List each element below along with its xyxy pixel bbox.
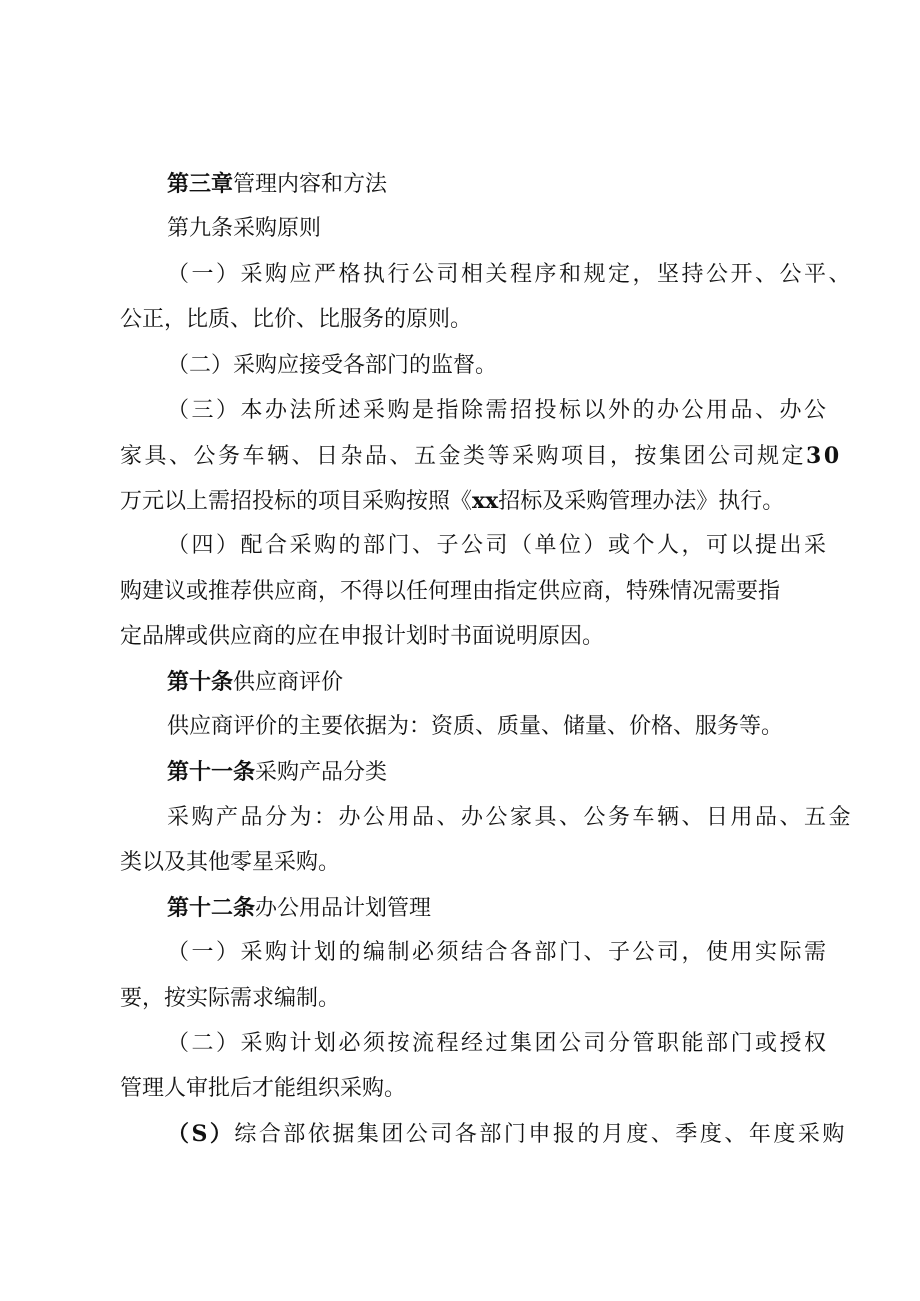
article-9-item-3-line-3-post: 招标及采购管理办法》执行。 <box>498 489 785 514</box>
article-11-title: 采购产品分类 <box>255 760 388 785</box>
article-9-item-2: （二）采购应接受各部门的监督。 <box>167 353 498 378</box>
article-9-item-3-line-3 <box>0 479 920 523</box>
chapter-title: 管理内容和方法 <box>233 172 388 197</box>
amount-number: 30 <box>806 443 842 469</box>
article-9-item-3-line-3-pre: 万元以上需招投标的项目采购按照《 <box>120 489 473 514</box>
article-9-item-4-line-1: （四）配合采购的部门、子公司（单位）或个人，可以提出采 <box>167 533 829 558</box>
article-12-item-3-label: （S） <box>167 1121 235 1147</box>
article-9-item-3-line-2-text: 家具、公务车辆、日杂品、五金类等采购项目，按集团公司规定 <box>120 444 807 469</box>
article-11-heading <box>0 750 920 794</box>
article-10-body: 供应商评价的主要依据为：资质、质量、储量、价格、服务等。 <box>167 714 784 739</box>
article-10-heading <box>0 660 920 704</box>
article-12-heading <box>0 886 920 930</box>
article-9-item-4-line-3: 定品牌或供应商的应在申报计划时书面说明原因。 <box>120 624 605 649</box>
article-9-item-3-line-2 <box>0 434 920 478</box>
article-10-title: 供应商评价 <box>233 670 344 695</box>
article-10-number: 第十条 <box>167 669 234 695</box>
article-12-title: 办公用品计划管理 <box>255 896 432 921</box>
article-12-item-3-text: 综合部依据集团公司各部门申报的月度、季度、年度采购 <box>234 1122 847 1147</box>
article-9-heading: 第九条采购原则 <box>167 216 322 241</box>
article-12-item-3-line-1 <box>0 1112 920 1156</box>
chapter-number: 第三章 <box>167 171 234 197</box>
article-12-item-1-line-2: 要，按实际需求编制。 <box>120 986 341 1011</box>
article-9-item-3-line-1: （三）本办法所述采购是指除需招投标以外的办公用品、办公 <box>167 398 829 423</box>
article-9-item-4-line-2: 购建议或推荐供应商，不得以任何理由指定供应商，特殊情况需要指 <box>120 579 781 604</box>
article-11-body-line-2: 类以及其他零星采购。 <box>120 850 341 875</box>
article-9-item-1-line-2: 公正，比质、比价、比服务的原则。 <box>120 307 473 332</box>
article-12-item-1-line-1: （一）采购计划的编制必须结合各部门、子公司，使用实际需 <box>167 940 829 965</box>
article-12-item-2-line-2: 管理人审批后才能组织采购。 <box>120 1076 407 1101</box>
company-placeholder: xx <box>472 488 499 514</box>
article-9-item-1-line-1: （一）采购应严格执行公司相关程序和规定，坚持公开、公平、 <box>167 262 854 287</box>
chapter-heading <box>0 162 920 206</box>
article-12-item-2-line-1: （二）采购计划必须按流程经过集团公司分管职能部门或授权 <box>167 1031 829 1056</box>
article-12-number: 第十二条 <box>167 895 256 921</box>
article-11-body-line-1: 采购产品分为：办公用品、办公家具、公务车辆、日用品、五金 <box>167 805 854 830</box>
article-11-number: 第十一条 <box>167 759 256 785</box>
